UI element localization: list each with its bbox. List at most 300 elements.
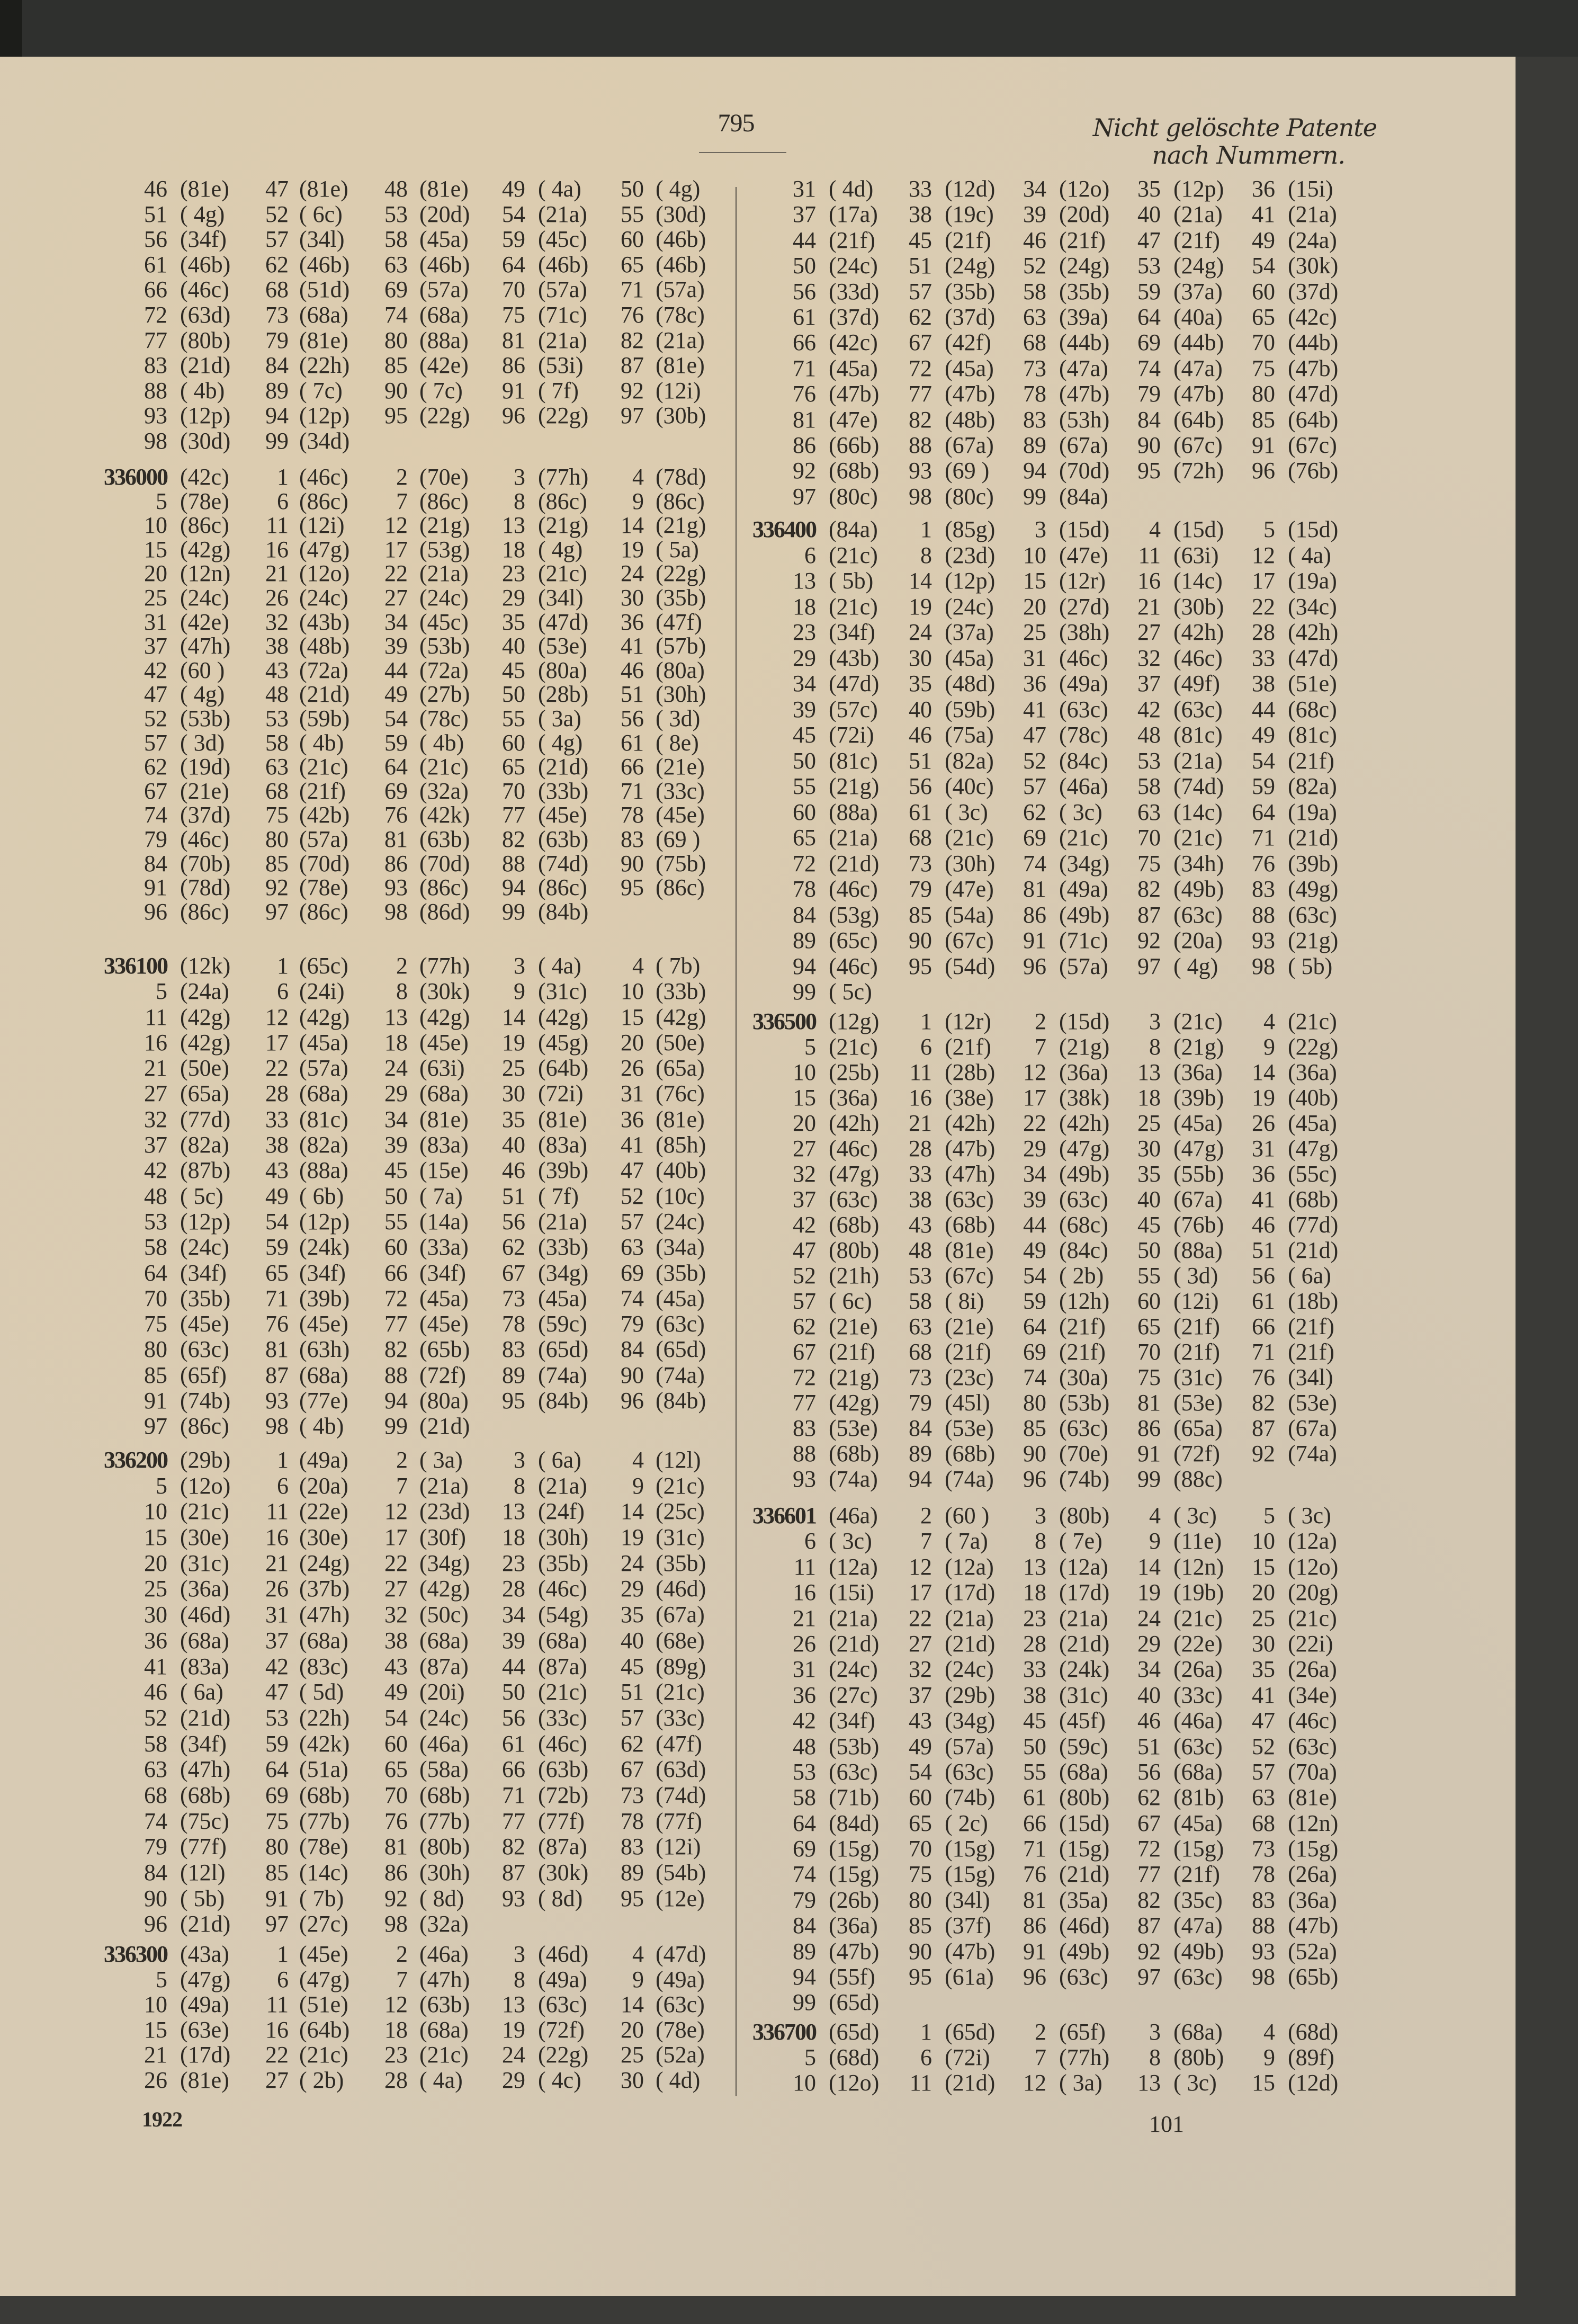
patent-class-code: (81e) [538,1106,587,1132]
patent-class-code: (37d) [829,303,880,330]
patent-class-code: (80b) [829,1237,880,1263]
patent-number: 85 [265,1860,289,1885]
sheet-number: 101 [1149,2111,1184,2137]
patent-number: 38 [909,201,932,228]
patent-class-code: (21d) [1288,825,1339,851]
patent-class-code: (59c) [1059,1733,1108,1759]
patent-class-code: (21c) [1288,1605,1337,1631]
patent-number: 63 [144,1756,167,1783]
patent-number: 80 [265,1834,289,1860]
patent-number: 54 [1023,1263,1046,1289]
patent-class-code: (82a) [1288,773,1337,799]
patent-class-code: (21d) [180,1704,231,1731]
patent-number: 47 [793,1237,816,1263]
patent-number: 65 [621,251,644,278]
patent-number: 65 [909,1810,932,1836]
patent-number: 83 [144,352,167,379]
patent-number: 14 [909,568,932,594]
patent-class-code: (51a) [299,1756,348,1783]
patent-number: 83 [1252,1887,1275,1913]
patent-class-code: (53b) [180,705,231,731]
patent-number: 56 [621,705,644,731]
patent-class-code: (53b) [829,1733,880,1759]
patent-number: 49 [384,681,408,708]
patent-number: 16 [265,536,289,562]
patent-class-code: ( 4a) [538,176,581,202]
patent-number: 82 [909,406,932,433]
patent-class-code: (70d) [1059,458,1110,484]
patent-number: 54 [1252,253,1275,279]
patent-number: 86 [1023,901,1046,928]
patent-class-code: (20g) [1288,1579,1339,1606]
patent-class-code: (28b) [538,681,589,708]
patent-number: 39 [502,1627,525,1653]
patent-number: 27 [384,1576,408,1602]
patent-class-code: (15d) [1173,516,1224,542]
patent-class-code: (48b) [945,406,996,433]
patent-class-code: (32a) [419,777,469,804]
patent-class-code: (68a) [419,301,469,328]
patent-class-code: ( 7a) [419,1183,463,1209]
patent-number: 3 [1149,1008,1161,1034]
patent-class-code: (12i) [656,1834,701,1860]
patent-class-code: (30h) [656,681,706,708]
patent-number: 84 [144,1860,167,1885]
patent-class-code: (46d) [656,1576,706,1602]
patent-number: 66 [621,754,644,780]
patent-class-code: (65b) [419,1336,470,1363]
patent-class-code: (76b) [1288,458,1339,484]
block-lead-number: 336500 [752,1008,816,1034]
patent-number: 40 [502,633,525,659]
patent-class-code: (21d) [1059,1630,1110,1657]
patent-number: 9 [1149,1528,1161,1554]
patent-class-code: (72a) [299,657,348,683]
patent-class-code: ( 5b) [1288,953,1333,979]
patent-class-code: (12p) [1173,176,1224,202]
patent-number: 80 [384,327,408,353]
patent-number: 35 [1137,1161,1161,1187]
patent-class-code: (74d) [538,850,589,877]
patent-number: 92 [384,1885,408,1911]
patent-number: 84 [265,352,289,379]
patent-class-code: (26b) [829,1887,880,1913]
patent-class-code: (82a) [945,747,994,774]
patent-number: 2 [396,953,408,979]
patent-class-code: (55b) [1173,1161,1224,1187]
patent-number: 49 [265,1183,289,1209]
patent-class-code: (84b) [538,1388,589,1414]
patent-number: 36 [144,1627,167,1653]
patent-class-code: (15i) [1288,176,1333,202]
patent-class-code: (47e) [945,876,994,902]
patent-number: 17 [1252,568,1275,594]
patent-number: 32 [384,1602,408,1628]
patent-number: 15 [1023,568,1046,594]
patent-number: 37 [793,1186,816,1212]
patent-class-code: (68b) [299,1782,350,1808]
patent-number: 58 [144,1730,167,1757]
patent-class-code: (18b) [1288,1288,1339,1314]
patent-number: 41 [621,1132,644,1158]
patent-class-code: (21f) [1059,227,1106,253]
patent-number: 69 [1137,329,1161,356]
patent-number: 68 [144,1782,167,1808]
patent-number: 94 [502,874,525,901]
patent-class-code: (81e) [180,2067,229,2093]
patent-class-code: (63c) [656,1991,705,2018]
patent-class-code: (64b) [299,2016,350,2043]
patent-class-code: (47g) [180,1966,231,1992]
patent-number: 93 [502,1885,525,1911]
patent-class-code: (57a) [656,276,705,303]
patent-number: 28 [502,1576,525,1602]
scan-background-corner [0,0,22,57]
patent-class-code: (63c) [1059,1964,1108,1990]
patent-class-code: (77h) [538,464,589,490]
patent-class-code: (68a) [299,301,348,328]
patent-number: 7 [1035,2044,1046,2070]
patent-class-code: (47b) [945,1136,996,1161]
patent-number: 62 [909,303,932,330]
patent-class-code: (81e) [180,176,229,202]
patent-number: 71 [1252,1339,1275,1365]
patent-class-code: (46b) [419,251,470,278]
patent-number: 92 [1137,1938,1161,1964]
patent-number: 16 [793,1579,816,1606]
patent-number: 32 [793,1161,816,1187]
patent-number: 25 [502,1055,525,1081]
patent-number: 65 [1137,1313,1161,1339]
patent-class-code: ( 5c) [829,979,872,1005]
patent-number: 62 [1137,1784,1161,1811]
patent-number: 54 [384,705,408,731]
patent-class-code: ( 3d) [1173,1263,1218,1289]
patent-class-code: (34l) [1288,1364,1333,1390]
patent-number: 19 [621,536,644,562]
patent-class-code: (80b) [1059,1503,1110,1529]
patent-number: 48 [265,681,289,708]
patent-class-code: (27c) [829,1682,878,1708]
patent-number: 12 [909,1553,932,1580]
patent-class-code: (14c) [1173,799,1223,825]
patent-number: 51 [621,681,644,708]
patent-class-code: (25c) [656,1498,705,1525]
block-lead-number: 336200 [104,1447,167,1473]
patent-number: 21 [265,1550,289,1576]
patent-class-code: (21d) [419,1413,470,1440]
patent-number: 12 [384,1991,408,2018]
patent-class-code: (52a) [656,2042,705,2068]
patent-number: 60 [1137,1288,1161,1314]
patent-number: 30 [502,1080,525,1107]
patent-class-code: (21c) [419,754,469,780]
patent-class-code: (49a) [299,1447,348,1473]
patent-number: 8 [1149,2044,1161,2070]
page-number: 795 [718,109,755,137]
patent-class-code: (21c) [829,1034,878,1060]
patent-class-code: (59b) [945,696,996,722]
patent-number: 46 [502,1157,525,1184]
patent-class-code: (21d) [180,1911,231,1937]
patent-number: 47 [621,1157,644,1184]
patent-class-code: (30k) [1288,253,1339,279]
patent-class-code: (21e) [656,754,705,780]
patent-class-code: (21h) [829,1263,880,1289]
patent-number: 20 [621,2016,644,2043]
patent-class-code: (31c) [656,1524,705,1551]
patent-number: 39 [384,633,408,659]
patent-number: 60 [384,1730,408,1757]
patent-number: 63 [265,754,289,780]
patent-number: 32 [265,609,289,635]
patent-number: 98 [909,483,932,510]
patent-class-code: ( 6b) [299,1183,344,1209]
patent-class-code: (22g) [656,560,706,587]
patent-class-code: (46b) [180,251,231,278]
patent-class-code: (11e) [1173,1528,1222,1554]
patent-number: 82 [621,327,644,353]
patent-class-code: (83c) [299,1653,348,1679]
patent-number: 94 [265,403,289,429]
patent-class-code: (78e) [656,2016,705,2043]
patent-number: 27 [909,1630,932,1657]
patent-class-code: (42e) [419,352,469,379]
patent-class-code: (21a) [538,327,587,353]
patent-number: 40 [502,1132,525,1158]
patent-class-code: (21g) [1059,1034,1110,1060]
patent-class-code: (47b) [1173,381,1224,407]
patent-class-code: (57a) [299,1055,348,1081]
patent-number: 58 [1023,278,1046,305]
patent-class-code: (47f) [656,609,702,635]
patent-class-code: (42g) [180,1004,231,1030]
patent-class-code: (21f) [1173,1339,1220,1365]
patent-class-code: (27c) [299,1911,348,1937]
patent-class-code: (89g) [656,1653,706,1679]
patent-number: 52 [793,1263,816,1289]
patent-class-code: (42g) [538,1004,589,1030]
patent-number: 9 [632,1472,644,1499]
patent-number: 9 [632,1966,644,1992]
patent-number: 22 [1023,1110,1046,1136]
patent-number: 76 [1252,850,1275,877]
patent-class-code: (12a) [1059,1553,1108,1580]
patent-number: 26 [265,584,289,611]
patent-number: 34 [793,671,816,696]
patent-class-code: ( 6a) [1288,1263,1331,1289]
patent-number: 9 [1263,2044,1275,2070]
patent-number: 10 [793,2070,816,2096]
patent-number: 70 [502,777,525,804]
patent-number: 46 [909,722,932,748]
patent-class-code: (68d) [829,2044,880,2070]
patent-number: 52 [1023,253,1046,279]
patent-number: 9 [514,978,525,1005]
patent-number: 93 [1252,927,1275,953]
patent-number: 10 [144,512,167,539]
patent-class-code: (21a) [538,1472,587,1499]
patent-number: 44 [793,227,816,253]
patent-number: 56 [909,773,932,799]
patent-number: 6 [920,2044,932,2070]
block-lead-number: 336700 [752,2019,816,2045]
patent-class-code: (47g) [1288,1136,1339,1161]
patent-class-code: (19a) [1288,799,1337,825]
patent-number: 34 [1023,176,1046,202]
patent-number: 92 [1252,1441,1275,1467]
patent-number: 38 [1023,1682,1046,1708]
patent-class-code: (34d) [299,427,350,454]
patent-number: 91 [144,874,167,901]
patent-class-code: (19c) [945,201,994,228]
patent-number: 73 [1252,1836,1275,1862]
patent-class-code: (63e) [180,2016,229,2043]
patent-class-code: (74d) [656,1782,706,1808]
patent-number: 3 [514,953,525,979]
patent-class-code: (68a) [1173,2019,1223,2045]
patent-number: 31 [793,1656,816,1683]
patent-number: 29 [1137,1630,1161,1657]
patent-number: 81 [1023,1887,1046,1913]
patent-class-code: (86c) [656,488,705,514]
patent-number: 20 [793,1110,816,1136]
patent-class-code: ( 7f) [538,1183,579,1209]
patent-class-code: (63c) [829,1758,878,1785]
patent-class-code: (43a) [180,1941,229,1967]
patent-number: 34 [384,609,408,635]
patent-class-code: (45a) [538,1285,587,1311]
patent-class-code: (21c) [538,1679,587,1705]
patent-class-code: (88a) [419,327,469,353]
patent-class-code: (42g) [299,1004,350,1030]
patent-number: 96 [144,898,167,925]
block-lead-number: 336601 [752,1503,816,1529]
patent-class-code: (21f) [945,1034,991,1060]
patent-number: 18 [502,1524,525,1551]
patent-class-code: (44b) [1288,329,1339,356]
patent-number: 16 [144,1029,167,1056]
patent-number: 27 [384,584,408,611]
patent-number: 1 [277,464,289,490]
patent-number: 58 [793,1784,816,1811]
patent-number: 13 [1137,1059,1161,1085]
patent-number: 62 [621,1730,644,1757]
patent-class-code: ( 3a) [1059,2070,1102,2096]
patent-class-code: (15g) [1059,1836,1110,1862]
patent-number: 12 [1023,2070,1046,2096]
patent-number: 74 [144,802,167,828]
patent-class-code: (30h) [419,1860,470,1885]
patent-number: 21 [265,560,289,587]
patent-class-code: (74a) [1288,1441,1337,1467]
patent-class-code: (84c) [1059,1237,1108,1263]
patent-class-code: (21f) [1288,747,1334,774]
patent-class-code: (55f) [829,1964,875,1990]
patent-number: 49 [909,1733,932,1759]
patent-class-code: (26a) [1288,1656,1337,1683]
patent-class-code: (21c) [180,1498,229,1525]
patent-number: 29 [384,1080,408,1107]
page-title-line-1: Nicht gelöschte Patente [1092,113,1377,142]
patent-number: 60 [909,1784,932,1811]
patent-number: 82 [1137,876,1161,902]
patent-class-code: ( 4g) [180,201,225,227]
patent-number: 54 [1252,747,1275,774]
patent-number: 25 [621,2042,644,2068]
patent-number: 69 [384,777,408,804]
patent-number: 75 [502,301,525,328]
patent-number: 11 [145,1004,167,1030]
patent-number: 37 [265,1627,289,1653]
patent-number: 68 [1252,1810,1275,1836]
patent-number: 16 [909,1085,932,1111]
patent-number: 36 [1023,671,1046,696]
patent-class-code: (70a) [1288,1758,1337,1785]
patent-class-code: (63c) [1173,1733,1223,1759]
patent-number: 73 [265,301,289,328]
patent-number: 67 [909,329,932,356]
patent-number: 23 [1023,1605,1046,1631]
patent-number: 62 [144,754,167,780]
patent-class-code: (42c) [1288,303,1337,330]
column-divider [736,187,737,2096]
patent-number: 24 [909,619,932,645]
patent-number: 94 [793,953,816,979]
patent-class-code: (15e) [419,1157,469,1184]
patent-class-code: (63b) [419,1991,470,2018]
patent-class-code: (77b) [419,1808,470,1834]
patent-class-code: (65f) [1059,2019,1106,2045]
patent-class-code: (27d) [1059,593,1110,620]
patent-class-code: ( 4b) [419,729,464,756]
patent-class-code: ( 4g) [180,681,225,708]
patent-class-code: (24c) [180,1234,229,1261]
patent-class-code: (30b) [656,403,706,429]
patent-class-code: (46c) [538,1576,587,1602]
patent-number: 53 [265,1704,289,1731]
patent-class-code: ( 4g) [1173,953,1218,979]
patent-class-code: (47g) [299,1966,350,1992]
patent-class-code: (81e) [945,1237,994,1263]
patent-number: 12 [1252,542,1275,568]
patent-class-code: (23d) [419,1498,470,1525]
patent-number: 31 [621,1080,644,1107]
patent-number: 25 [144,584,167,611]
patent-number: 42 [793,1708,816,1734]
patent-class-code: (12d) [945,176,996,202]
patent-number: 4 [1263,2019,1275,2045]
patent-class-code: (65f) [180,1362,227,1388]
patent-class-code: (48d) [945,671,996,696]
patent-number: 77 [502,802,525,828]
patent-number: 96 [1023,1964,1046,1990]
patent-class-code: (47b) [945,381,996,407]
patent-number: 17 [384,1524,408,1551]
patent-number: 51 [1252,1237,1275,1263]
patent-class-code: (45f) [1059,1708,1106,1734]
patent-number: 98 [1252,953,1275,979]
patent-class-code: (81e) [419,1106,469,1132]
patent-class-code: ( 3d) [656,705,701,731]
patent-number: 88 [793,1441,816,1467]
patent-class-code: (63b) [538,826,589,852]
patent-class-code: (21d) [180,352,231,379]
patent-number: 52 [144,705,167,731]
patent-class-code: (70e) [1059,1441,1108,1467]
patent-number: 30 [1137,1136,1161,1161]
patent-class-code: ( 6a) [538,1447,581,1473]
